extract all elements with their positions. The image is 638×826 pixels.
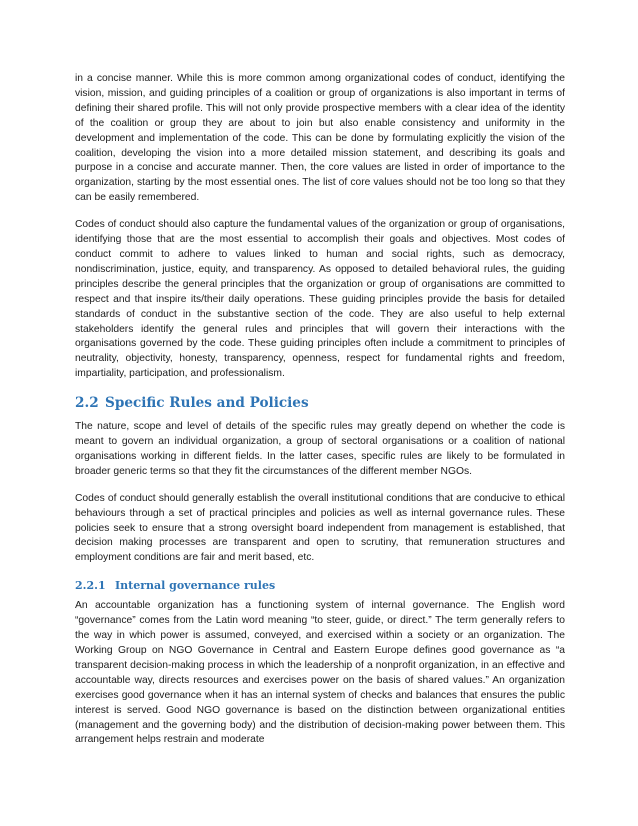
paragraph-specific-rules: The nature, scope and level of details of the specific rules may greatly depend on whether the code is meant to govern an individual organization, a group of sectoral organisations or a coalition of national organisations working in different fields. In the latter cases, specific rules are likely to be formulated in broader generic terms so that they fit the circumstances of the different member NGOs. xyxy=(75,421,565,477)
subsection-heading xyxy=(75,578,565,593)
paragraph-internal-governance: An accountable organization has a functioning system of internal governance. The English word “governance” comes from the Latin word meaning “to steer, guide, or direct.” The term generally refers to the way in which power is assumed, conveyed, and exercised within a society or an organization. The Working Group on NGO Governance in Central and Eastern Europe defines good governance as “a transparent decision-making process in which the leadership of a nonprofit organization, in an effective and accountable way, directs resources and exercises power on the basis of shared values.” An organization exercises good governance when it has an internal system of checks and balances that ensures the public interest is served. Good NGO governance is based on the distinction between organizational entities (management and the governing body) and the distribution of decision-making power between them. This arrangement helps restrain and moderate xyxy=(75,600,565,746)
subsection-title: Internal governance rules xyxy=(115,579,276,593)
section-number: 2.2 xyxy=(75,395,99,412)
section-heading xyxy=(75,394,565,412)
paragraph-institutional-conditions: Codes of conduct should generally establish the overall institutional conditions that are conducive to ethical behaviours through a set of practical principles and policies as well as internal governance rules. These policies seek to ensure that a strong oversight board independent from management is established, that decision making processes are transparent and open to scrutiny, that remuneration structures and employment conditions are fair and merit based, etc. xyxy=(75,492,565,564)
subsection-number: 2.2.1 xyxy=(75,579,106,593)
paragraph-core-values-intro: in a concise manner. While this is more common among organizational codes of conduct, identifying the vision, mission, and guiding principles of a coalition or group of organizations is also important in terms of defining their shared profile. This will not only provide prospective members with a clear idea of the identity of the coalition or group they are about to join but also enable consistency and uniformity in the development and implementation of the code. This can be done by formulating explicitly the vision of the coalition, developing the vision into a more detailed mission statement, and describing its goals and purpose in a concise and accurate manner. Then, the core values are listed in order of importance to the organization, starting by the most essential ones. The list of core values should not be too long so that they can be easily remembered. xyxy=(75,73,565,204)
paragraph-fundamental-values: Codes of conduct should also capture the fundamental values of the organization or group of organisations, identifying those that are the most essential to accomplish their goals and objectives. Most codes of conduct commit to adhere to values linked to human and social rights, such as democracy, nondiscrimination, justice, equity, and transparency. As opposed to detailed behavioral rules, the guiding principles describe the general principles that the organization or group of organisations are committed to respect and that inspire its/their daily operations. These guiding principles provide the basis for detailed standards of conduct in the substantive section of the code. They are also useful to help external stakeholders identify the general rules and principles that will govern their interactions with the organisations governed by the code. These guiding principles often include a commitment to principles of neutrality, objectivity, honesty, transparency, openness, respect for fundamental rights and freedom, impartiality, participation, and professionalism. xyxy=(75,219,565,380)
section-title: Specific Rules and Policies xyxy=(105,395,309,412)
